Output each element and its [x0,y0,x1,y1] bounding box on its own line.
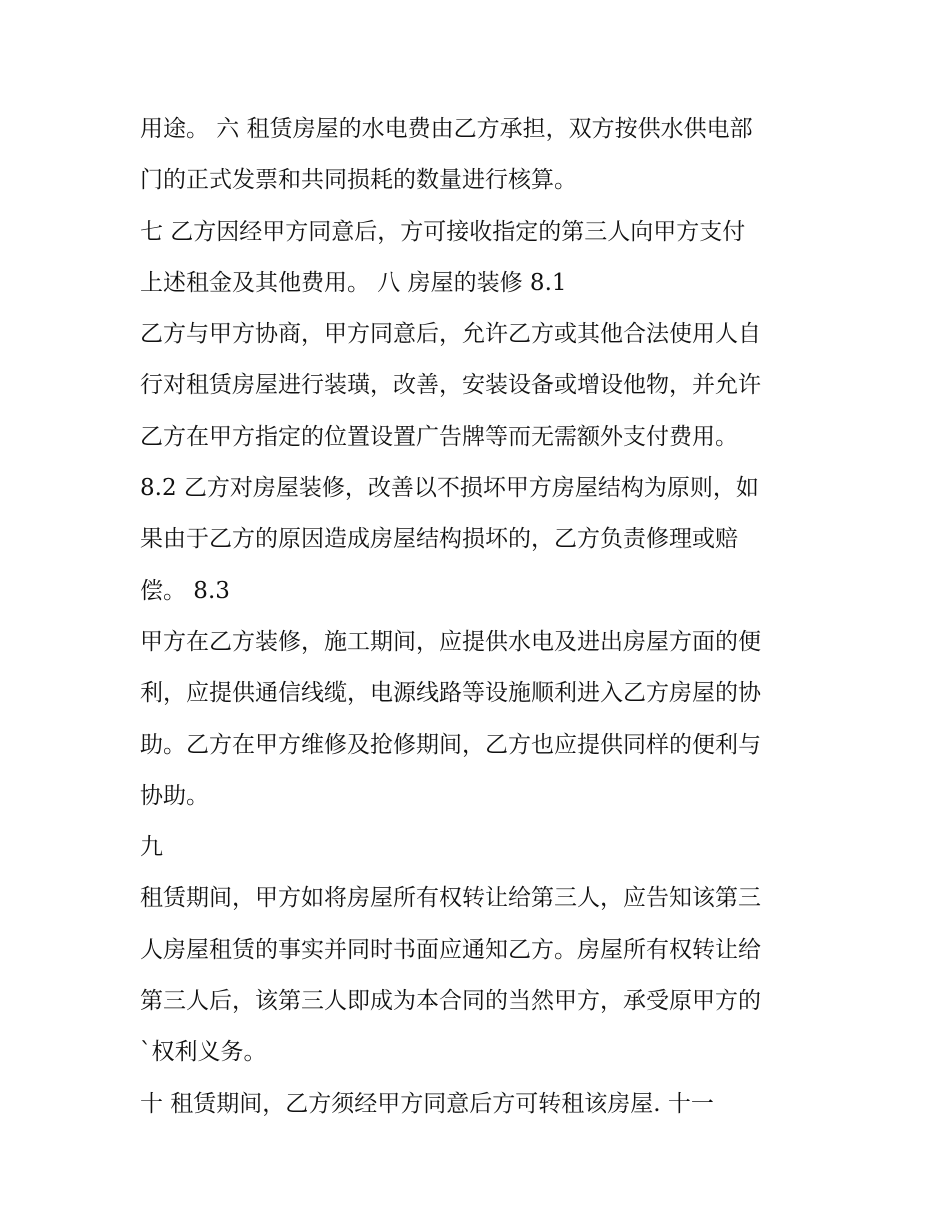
text-line: 九 [140,834,163,861]
text-line: 利，应提供通信线缆，电源线路等设施顺利进入乙方房屋的协 [140,680,761,707]
text-line: 乙方与甲方协商，甲方同意后，允许乙方或其他合法使用人自 [140,321,761,348]
text-line: 果由于乙方的原因造成房屋结构损坏的，乙方负责修理或赔 [140,526,738,553]
text-line: 租赁期间，甲方如将房屋所有权转让给第三人，应告知该第三 [140,885,761,912]
text-line: 上述租金及其他费用。 八 房屋的装修 8.1 [140,269,567,296]
text-line: 门的正式发票和共同损耗的数量进行核算。 [140,167,577,194]
text-line: `权利义务。 [140,1039,267,1066]
text-line: 行对租赁房屋进行装璜，改善，安装设备或增设他物，并允许 [140,372,761,399]
text-line: 七 乙方因经甲方同意后，方可接收指定的第三人向甲方支付 [140,218,746,245]
text-line: 用途。 六 租赁房屋的水电费由乙方承担，双方按供水供电部 [140,116,753,142]
text-line: 协助。 [140,782,209,809]
text-line: 助。乙方在甲方维修及抢修期间，乙方也应提供同样的便利与 [140,731,761,758]
text-line: 甲方在乙方装修，施工期间，应提供水电及进出房屋方面的便 [140,628,761,655]
text-line: 十 租赁期间，乙方须经甲方同意后方可转租该房屋. 十一 [140,1090,714,1117]
text-line: 乙方在甲方指定的位置设置广告牌等而无需额外支付费用。 [140,423,738,450]
document-body [140,104,820,1130]
text-line: 第三人后，该第三人即成为本合同的当然甲方，承受原甲方的 [140,988,761,1015]
text-line: 人房屋租赁的事实并同时书面应通知乙方。房屋所有权转让给 [140,936,761,963]
text-line: 8.2 乙方对房屋装修，改善以不损坏甲方房屋结构为原则，如 [140,475,759,502]
text-line: 偿。 8.3 [140,577,230,604]
